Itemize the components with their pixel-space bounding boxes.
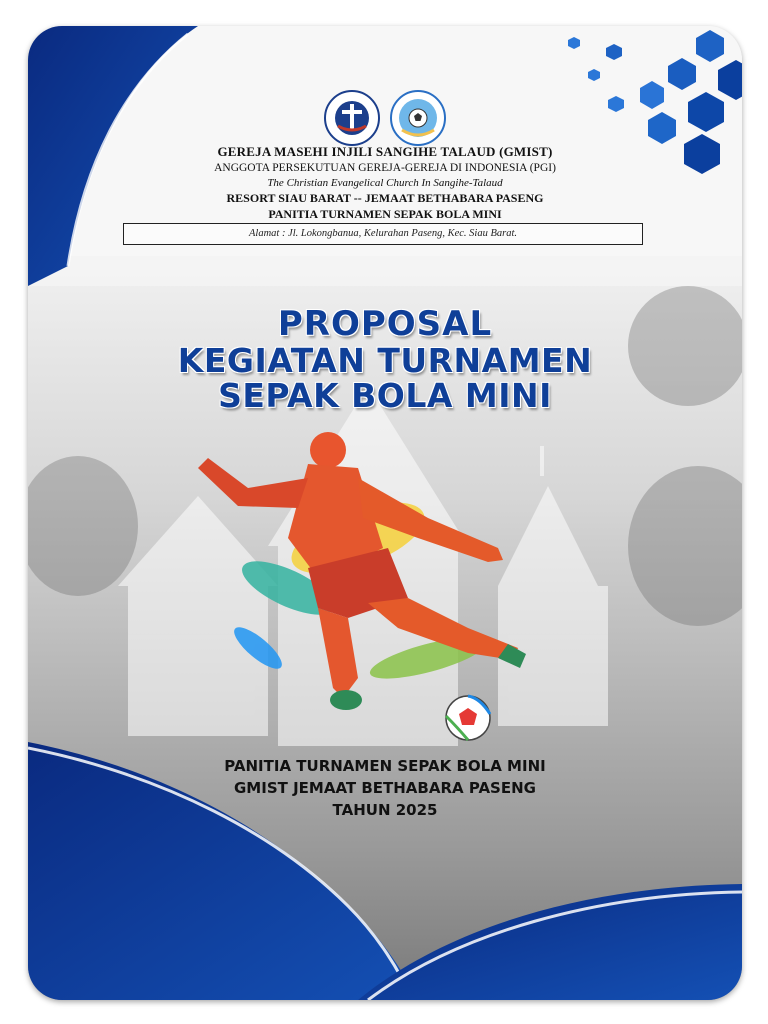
footer-year: TAHUN 2025 [332,801,438,819]
address-box: Alamat : Jl. Lokongbanua, Kelurahan Paseng, Kec. Siau Barat. [123,223,643,245]
church-name: GEREJA MASEHI INJILI SANGIHE TALAUD (GMIST) [217,144,553,159]
pgi-membership: ANGGOTA PERSEKUTUAN GEREJA-GEREJA DI INDONESIA (PGI) [214,162,556,174]
title-line-2: KEGIATAN TURNAMEN [177,341,593,380]
footer-committee: PANITIA TURNAMEN SEPAK BOLA MINI [224,757,546,775]
gmist-logo [324,90,380,146]
proposal-cover [28,26,742,1000]
title-line-3: SEPAK BOLA MINI [218,376,552,415]
church-english-name: The Christian Evangelical Church In Sangihe-Talaud [267,177,503,189]
resort-congregation: RESORT SIAU BARAT -- JEMAAT BETHABARA PASENG [226,191,544,205]
title-proposal: PROPOSAL [277,304,493,344]
footer-congregation: GMIST JEMAAT BETHABARA PASENG [234,779,536,797]
soccer-player-illustration [168,428,528,748]
logo-group [324,88,454,148]
mini-soccer-logo [390,90,446,146]
committee-name: PANITIA TURNAMEN SEPAK BOLA MINI [268,207,502,221]
